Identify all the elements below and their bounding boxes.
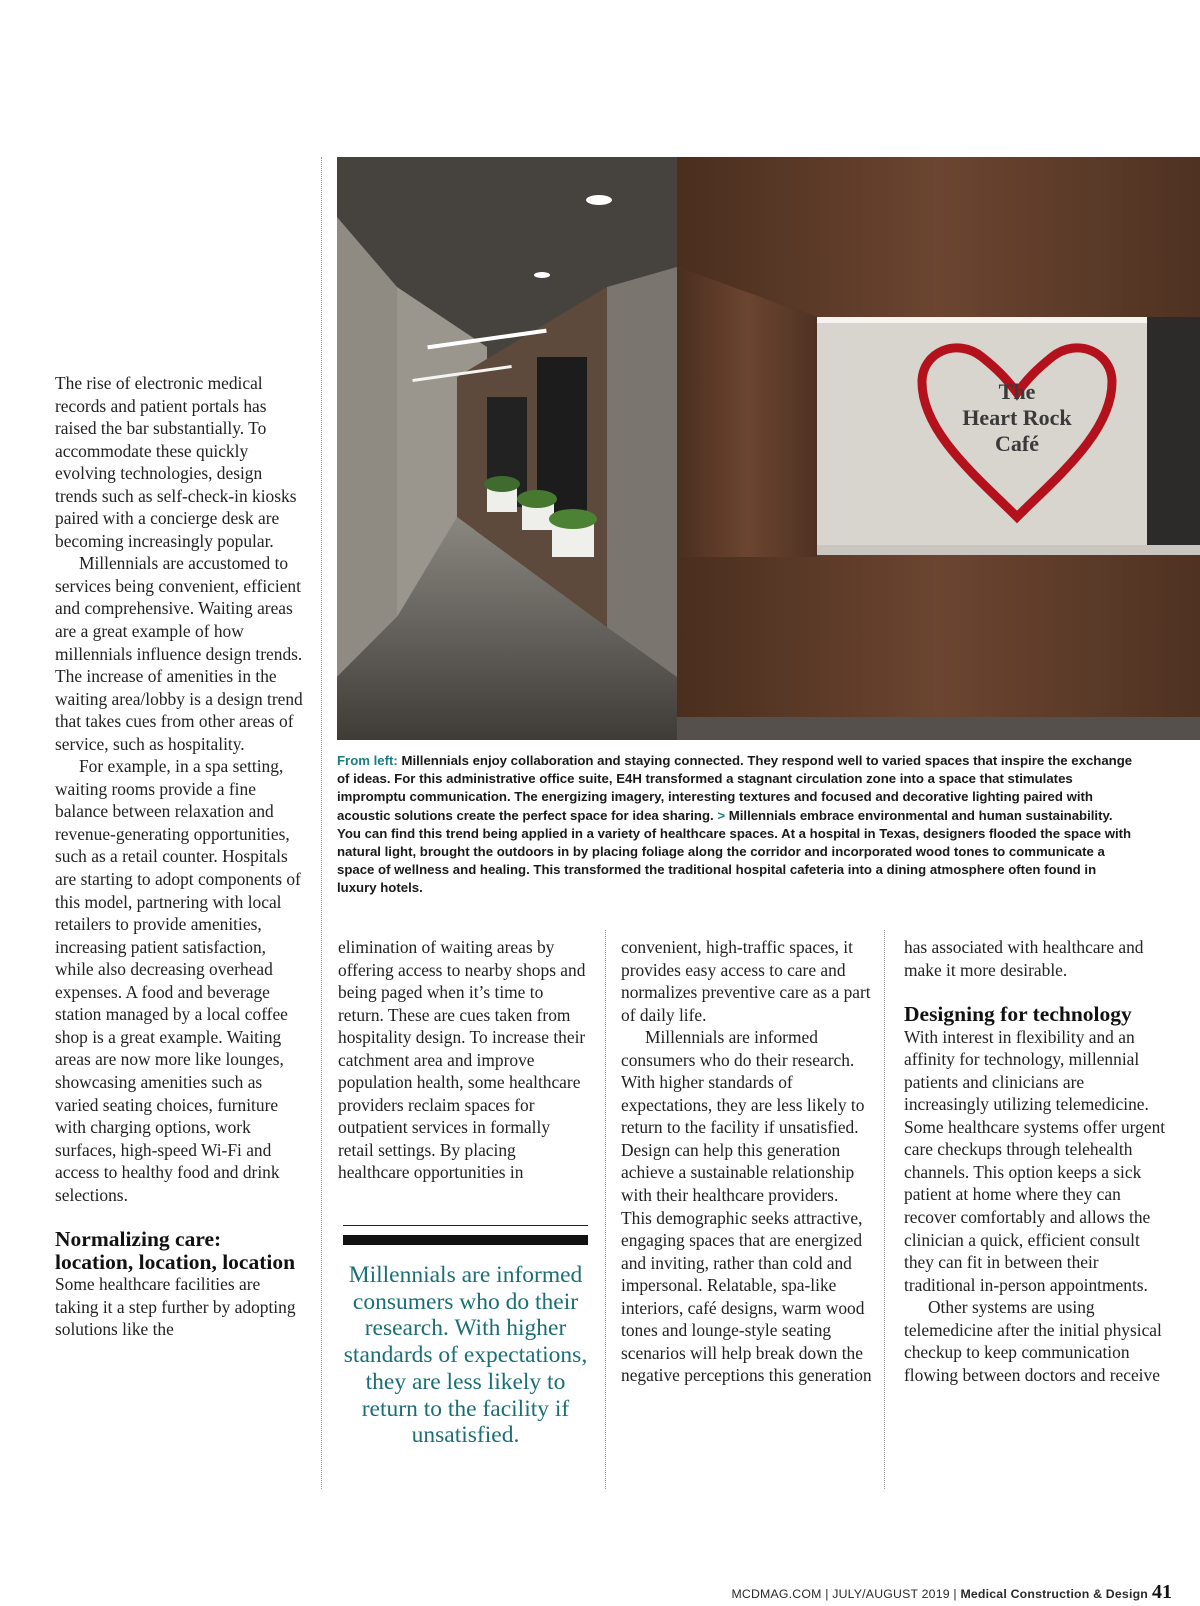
- photo-caption: [337, 752, 1137, 898]
- paragraph: has associated with healthcare and make it more desirable.: [904, 937, 1144, 980]
- column-divider: [321, 157, 322, 1489]
- paragraph: For example, in a spa setting, waiting rooms provide a fine balance between relaxation and revenue-generating opportunities, such as a retail counter. Hospitals are starting to adopt components of this model, partnering with local retailers to provide amenities, increasing patient satisfaction, while also decreasing overhead expenses. A food and beverage station managed by a local coffee shop is a great example. Waiting areas are now more like lounges, showcasing amenities such as varied seating choices, furniture with charging options, work surfaces, high-speed Wi-Fi and access to healthy food and drink selections.: [55, 756, 301, 1205]
- article-column-4: [904, 936, 1166, 1386]
- caption-part1: Millennials enjoy collaboration and staying connected. They respond well to varied spaces that inspire the exchange of ideas. For this administrative office suite, E4H transformed a stagnant circulation zone into a space that stimulates impromptu communication. The energizing imagery, interesting textures and focused and decorative lighting paired with acoustic solutions create the perfect space for idea sharing.: [337, 753, 1133, 823]
- footer-separator: |: [953, 1587, 957, 1601]
- column-divider: [605, 930, 606, 1489]
- pullquote: Millennials are informed consumers who do their research. With higher standards of expectations, they are less likely to return to the facility if unsatisfied.: [343, 1262, 588, 1449]
- cafe-corridor-photo: [337, 157, 1200, 740]
- page-footer: [560, 1587, 1148, 1601]
- article-column-1: [55, 372, 303, 1341]
- paragraph: Other systems are using telemedicine after the initial physical checkup to keep communication flowing between doctors and receive: [904, 1297, 1162, 1385]
- page-number: 41: [1152, 1581, 1172, 1603]
- subhead-designing-for-technology: Designing for technology: [904, 1002, 1132, 1027]
- column-divider: [884, 930, 885, 1489]
- photo-illustration: [337, 157, 1200, 740]
- paragraph: The rise of electronic medical records and patient portals has raised the bar substantially. To accommodate these quickly evolving technologies, design trends such as self-check-in kiosks paired with a concierge desk are becoming increasingly popular.: [55, 373, 297, 551]
- footer-site: MCDMAG.COM: [731, 1587, 822, 1601]
- paragraph: Millennials are accustomed to services being convenient, efficient and comprehensive. Waiting areas are a great example of how millennials influence design trends. The increase of amenities in the waiting area/lobby is a design trend that takes cues from other areas of service, such as hospitality.: [55, 553, 303, 754]
- footer-issue: JULY/AUGUST 2019: [832, 1587, 950, 1601]
- cafe-sign-line1: The: [998, 379, 1036, 404]
- footer-magazine: Medical Construction & Design: [960, 1587, 1148, 1601]
- caption-lead: From left:: [337, 753, 398, 768]
- pullquote-rule-thin: [343, 1225, 588, 1226]
- caption-arrow-icon: >: [717, 807, 726, 823]
- paragraph: Millennials are informed consumers who do their research. With higher standards of expectations, they are less likely to return to the facility if unsatisfied. Design can help this generation achieve a sustainable relationship with their healthcare providers. This demographic seeks attractive, engaging spaces that are energized and inviting, rather than cold and impersonal. Relatable, spa-like interiors, café designs, warm wood tones and lounge-style seating scenarios will help break down the negative perceptions this generation: [621, 1027, 872, 1386]
- subhead-normalizing-care: Normalizing care: location, location, location: [55, 1227, 296, 1274]
- paragraph: With interest in flexibility and an affinity for technology, millennial patients and clinicians are increasingly utilizing telemedicine. Some healthcare systems offer urgent care checkups through telehealth channels. This option keeps a sick patient at home where they can recover comfortably and allows the clinician a quick, efficient consult they can fit in between their traditional in-person appointments.: [904, 1026, 1166, 1295]
- pullquote-rule-thick: [343, 1235, 588, 1245]
- cafe-sign-line2: Heart Rock: [962, 405, 1072, 430]
- paragraph: convenient, high-traffic spaces, it provides easy access to care and normalizes preventive care as a part of daily life.: [621, 937, 871, 1025]
- article-column-3: [621, 936, 873, 1387]
- paragraph: Some healthcare facilities are taking it a step further by adopting solutions like the: [55, 1274, 296, 1340]
- cafe-sign-line3: Café: [995, 431, 1039, 456]
- paragraph: elimination of waiting areas by offering access to nearby shops and being paged when it’s time to return. These are cues taken from hospitality design. To increase their catchment area and improve population health, some healthcare providers reclaim spaces for outpatient services in formally retail settings. By placing healthcare opportunities in: [338, 937, 586, 1183]
- article-column-2: [338, 936, 590, 1184]
- caption-part2: Millennials embrace environmental and human sustainability. You can find this trend being applied in a variety of healthcare spaces. At a hospital in Texas, designers flooded the space with natural light, brought the outdoors in by placing foliage along the corridor and incorporated wood tones to communicate a space of wellness and healing. This transformed the traditional hospital cafeteria into a dining atmosphere often found in luxury hotels.: [337, 807, 1132, 896]
- footer-separator: |: [825, 1587, 829, 1601]
